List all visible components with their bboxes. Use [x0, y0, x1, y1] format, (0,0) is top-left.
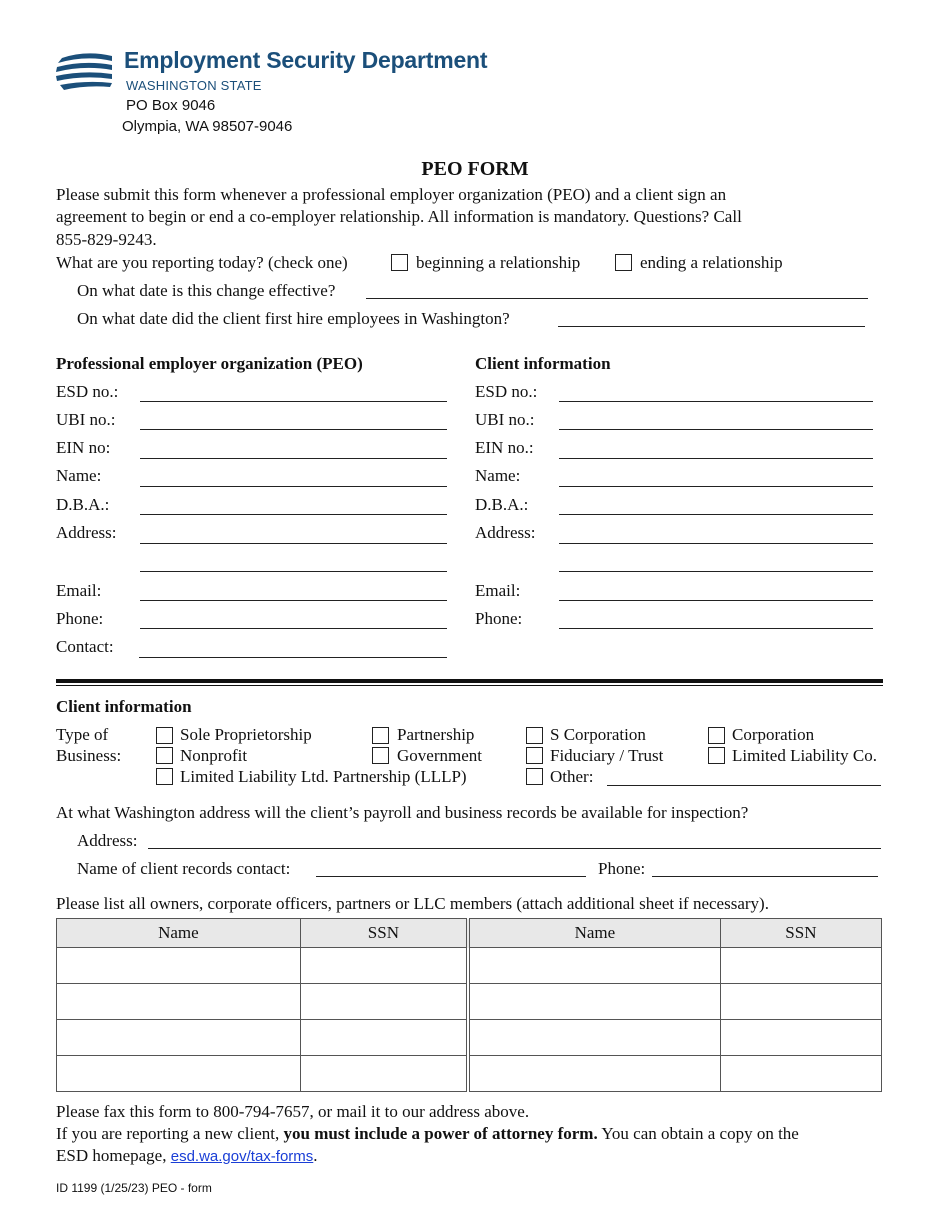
peo-phone-label: Phone:: [56, 609, 104, 628]
owners-col-ssn-1: SSN: [300, 919, 468, 948]
peo-dba-field[interactable]: [140, 514, 447, 515]
owner-name-cell[interactable]: [57, 1020, 301, 1056]
client-heading: Client information: [56, 697, 192, 716]
client-email-field[interactable]: [559, 600, 873, 601]
owner-ssn-cell[interactable]: [300, 984, 468, 1020]
owner-ssn-cell[interactable]: [720, 984, 881, 1020]
effective-date-field[interactable]: [366, 298, 868, 299]
first-hire-date-field[interactable]: [558, 326, 865, 327]
reporting-question: What are you reporting today? (check one): [56, 253, 348, 272]
client-ein-field[interactable]: [559, 458, 873, 459]
peo-esd-field[interactable]: [140, 401, 447, 402]
peo-name-label: Name:: [56, 466, 102, 485]
poa-prefix: If you are reporting a new client,: [56, 1124, 284, 1143]
homepage-prefix: ESD homepage,: [56, 1146, 171, 1165]
owner-name-cell[interactable]: [57, 948, 301, 984]
owner-name-cell[interactable]: [468, 948, 720, 984]
table-row: [57, 1020, 882, 1056]
owner-name-cell[interactable]: [468, 1056, 720, 1092]
owners-instruction: Please list all owners, corporate officers, partners or LLC members (attach additional sheet if necessary).: [56, 894, 769, 913]
sole-proprietorship-checkbox[interactable]: [156, 727, 173, 744]
s-corporation-label: S Corporation: [550, 725, 646, 744]
form-id: ID 1199 (1/25/23) PEO - form: [56, 1181, 212, 1195]
tax-forms-link[interactable]: esd.wa.gov/tax-forms: [170, 1148, 314, 1165]
peo-address-field-1[interactable]: [140, 543, 447, 544]
government-checkbox[interactable]: [372, 747, 389, 764]
corporation-label: Corporation: [732, 725, 815, 744]
partnership-label: Partnership: [397, 725, 475, 744]
section-divider-thick: [56, 679, 883, 683]
esd-logo-icon: [56, 52, 114, 92]
other-field[interactable]: [607, 785, 881, 786]
lllp-label: Limited Liability Ltd. Partnership (LLLP): [180, 767, 467, 786]
corporation-checkbox[interactable]: [708, 727, 725, 744]
owner-ssn-cell[interactable]: [300, 1020, 468, 1056]
records-address-field[interactable]: [148, 848, 881, 849]
nonprofit-checkbox[interactable]: [156, 747, 173, 764]
peo-email-label: Email:: [56, 581, 102, 600]
org-state: WASHINGTON STATE: [126, 78, 262, 93]
peo-esd-label: ESD no.:: [56, 382, 119, 401]
client-esd-field[interactable]: [559, 401, 873, 402]
client-top-heading: Client information: [475, 354, 611, 373]
begin-relationship-checkbox[interactable]: [391, 254, 408, 271]
intro-line-3: 855-829-9243.: [56, 230, 157, 249]
end-relationship-label: ending a relationship: [640, 253, 783, 272]
client-address-field-1[interactable]: [559, 543, 873, 544]
fiduciary-trust-label: Fiduciary / Trust: [550, 746, 664, 765]
lllp-checkbox[interactable]: [156, 768, 173, 785]
peo-address-label: Address:: [56, 523, 117, 542]
records-address-label: Address:: [77, 831, 138, 850]
owners-col-name-2: Name: [468, 919, 720, 948]
homepage-line: [56, 1146, 318, 1166]
fiduciary-trust-checkbox[interactable]: [526, 747, 543, 764]
client-phone-label: Phone:: [475, 609, 523, 628]
address-line-1: PO Box 9046: [126, 97, 216, 114]
table-row: [57, 948, 882, 984]
peo-email-field[interactable]: [140, 600, 447, 601]
peo-ubi-label: UBI no.:: [56, 410, 116, 429]
first-hire-date-label: On what date did the client first hire employees in Washington?: [77, 309, 510, 328]
llc-label: Limited Liability Co.: [732, 746, 877, 765]
owner-name-cell[interactable]: [468, 984, 720, 1020]
client-phone-field[interactable]: [559, 628, 873, 629]
poa-suffix: You can obtain a copy on the: [597, 1124, 799, 1143]
esd-logo: [56, 52, 114, 92]
intro-line-1: Please submit this form whenever a professional employer organization (PEO) and a client sign an: [56, 185, 727, 204]
type-label-1: Type of: [56, 725, 109, 744]
address-line-2: Olympia, WA 98507-9046: [122, 118, 293, 135]
poa-line: [56, 1124, 799, 1144]
owner-name-cell[interactable]: [57, 1056, 301, 1092]
client-address-field-2[interactable]: [559, 571, 873, 572]
client-dba-field[interactable]: [559, 514, 873, 515]
section-divider-thin: [56, 685, 883, 686]
client-address-label: Address:: [475, 523, 536, 542]
client-name-label: Name:: [475, 466, 521, 485]
peo-ein-field[interactable]: [140, 458, 447, 459]
records-phone-field[interactable]: [652, 876, 878, 877]
owner-ssn-cell[interactable]: [300, 1056, 468, 1092]
poa-bold: you must include a power of attorney form.: [283, 1124, 598, 1143]
client-ein-label: EIN no.:: [475, 438, 534, 457]
other-checkbox[interactable]: [526, 768, 543, 785]
intro-line-2: agreement to begin or end a co-employer relationship. All information is mandatory. Questions? Call: [56, 207, 742, 226]
records-contact-field[interactable]: [316, 876, 586, 877]
peo-contact-label: Contact:: [56, 637, 114, 656]
s-corporation-checkbox[interactable]: [526, 727, 543, 744]
owner-name-cell[interactable]: [57, 984, 301, 1020]
other-label: Other:: [550, 767, 594, 786]
effective-date-label: On what date is this change effective?: [77, 281, 336, 300]
peo-name-field[interactable]: [140, 486, 447, 487]
owners-col-name-1: Name: [57, 919, 301, 948]
records-phone-label: Phone:: [598, 859, 646, 878]
owner-name-cell[interactable]: [468, 1020, 720, 1056]
client-esd-label: ESD no.:: [475, 382, 538, 401]
peo-address-field-2[interactable]: [140, 571, 447, 572]
form-title: PEO FORM: [421, 158, 529, 180]
peo-phone-field[interactable]: [140, 628, 447, 629]
table-row: [57, 1056, 882, 1092]
client-ubi-field[interactable]: [559, 429, 873, 430]
fax-line: Please fax this form to 800-794-7657, or mail it to our address above.: [56, 1102, 530, 1121]
table-row: [57, 984, 882, 1020]
owner-ssn-cell[interactable]: [720, 1056, 881, 1092]
end-relationship-checkbox[interactable]: [615, 254, 632, 271]
type-label-2: Business:: [56, 746, 122, 765]
nonprofit-label: Nonprofit: [180, 746, 248, 765]
partnership-checkbox[interactable]: [372, 727, 389, 744]
owner-ssn-cell[interactable]: [720, 1020, 881, 1056]
homepage-suffix: .: [313, 1146, 318, 1165]
owners-col-ssn-2: SSN: [720, 919, 881, 948]
peo-contact-field[interactable]: [139, 657, 447, 658]
owner-ssn-cell[interactable]: [300, 948, 468, 984]
owner-ssn-cell[interactable]: [720, 948, 881, 984]
client-ubi-label: UBI no.:: [475, 410, 535, 429]
peo-dba-label: D.B.A.:: [56, 495, 110, 514]
client-name-field[interactable]: [559, 486, 873, 487]
org-name: Employment Security Department: [124, 47, 488, 73]
peo-ubi-field[interactable]: [140, 429, 447, 430]
client-email-label: Email:: [475, 581, 521, 600]
llc-checkbox[interactable]: [708, 747, 725, 764]
records-question: At what Washington address will the client’s payroll and business records be available for inspection?: [56, 803, 749, 822]
peo-ein-label: EIN no:: [56, 438, 111, 457]
client-dba-label: D.B.A.:: [475, 495, 529, 514]
government-label: Government: [397, 746, 482, 765]
begin-relationship-label: beginning a relationship: [416, 253, 581, 272]
records-contact-label: Name of client records contact:: [77, 859, 291, 878]
peo-heading: Professional employer organization (PEO): [56, 354, 363, 373]
sole-proprietorship-label: Sole Proprietorship: [180, 725, 312, 744]
owners-table: [56, 918, 882, 1092]
